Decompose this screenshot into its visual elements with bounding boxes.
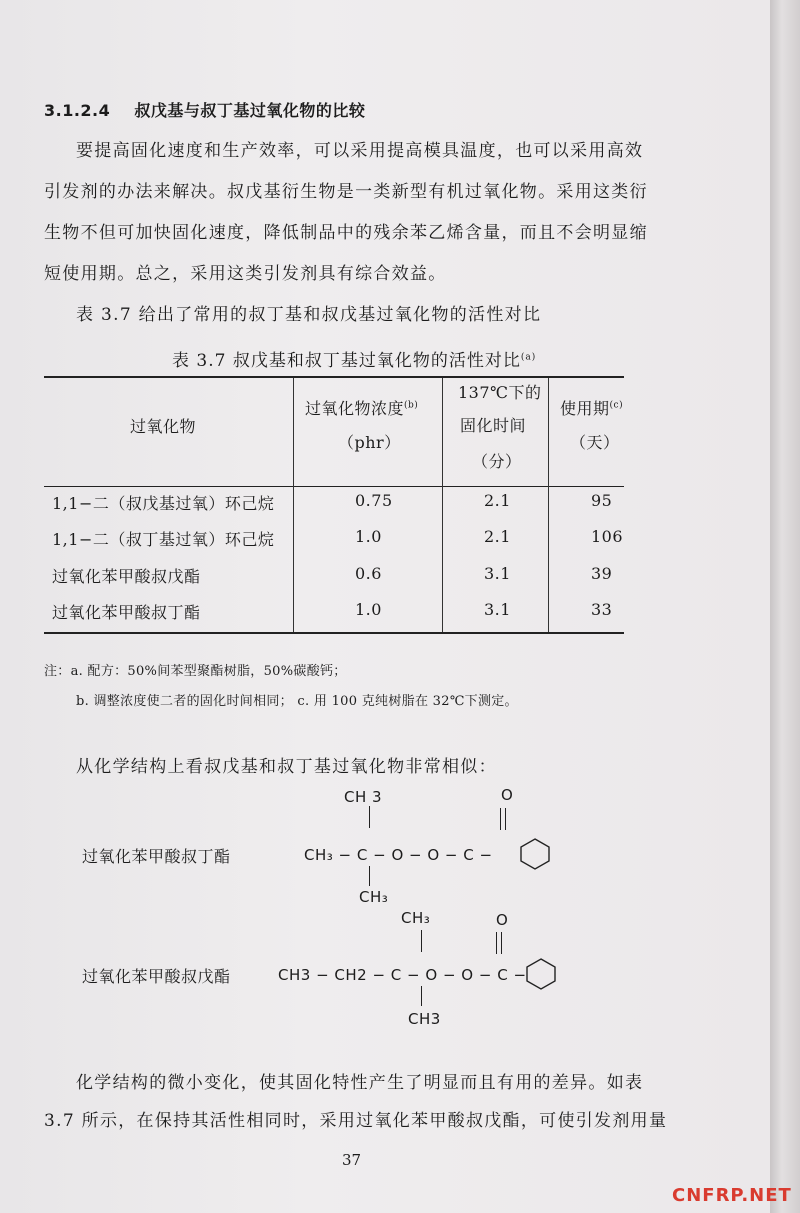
header-concentration	[305, 396, 418, 419]
table-row-3-name: 过氧化苯甲酸叔戊酯	[52, 567, 201, 586]
s2-chain: CH3 − CH2 − C − O − O − C −	[278, 966, 527, 984]
s2-double-bond-a	[496, 932, 497, 954]
para1-line4: 短使用期。总之，采用这类引发剂具有综合效益。	[44, 264, 447, 284]
table-row-3-life: 39	[591, 564, 613, 583]
table-caption	[172, 346, 536, 371]
table-row-4-conc: 1.0	[355, 600, 382, 619]
s1-carbonyl-o: O	[501, 786, 514, 804]
table-bottom-rule	[44, 632, 624, 634]
table-row-1-name: 1,1−二（叔戊基过氧）环己烷	[52, 494, 275, 513]
page-number: 37	[342, 1151, 362, 1169]
table-row-4-time: 3.1	[484, 600, 511, 619]
page-edge	[770, 0, 800, 1213]
header-potlife-sup: (c)	[609, 400, 624, 411]
s2-double-bond-b	[501, 932, 502, 954]
table-divider-2	[442, 378, 443, 632]
table-row-4-name: 过氧化苯甲酸叔丁酯	[52, 603, 201, 622]
s2-bottom-methyl: CH3	[408, 1010, 441, 1028]
table-row-2-conc: 1.0	[355, 527, 382, 546]
para3: 从化学结构上看叔戊基和叔丁基过氧化物非常相似：	[76, 757, 497, 777]
table-row-1-time: 2.1	[484, 491, 511, 510]
header-potlife-text: 使用期	[560, 399, 610, 418]
table-caption-text: 表 3.7 叔戊基和叔丁基过氧化物的活性对比	[172, 351, 521, 371]
table-row-3-time: 3.1	[484, 564, 511, 583]
para1-line1: 要提高固化速度和生产效率，可以采用提高模具温度，也可以采用高效	[76, 141, 644, 161]
header-curetime-l1: 137℃下的	[458, 383, 542, 402]
para4-line1: 化学结构的微小变化，使其固化特性产生了明显而且有用的差异。如表	[76, 1073, 644, 1093]
para1-line2: 引发剂的办法来解决。叔戊基衍生物是一类新型有机过氧化物。采用这类衍	[44, 182, 648, 202]
s1-double-bond-b	[505, 808, 506, 830]
header-potlife-unit: （天）	[570, 433, 620, 452]
s1-benzene-ring-icon	[518, 837, 552, 871]
section-heading	[44, 98, 365, 121]
s1-bottom-bond	[369, 866, 370, 886]
s1-chain: CH₃ − C − O − O − C −	[304, 846, 493, 864]
table-top-rule	[44, 376, 624, 378]
para1-line3: 生物不但可加快固化速度，降低制品中的残余苯乙烯含量，而且不会明显缩	[44, 223, 648, 243]
header-curetime-l3: （分）	[472, 452, 522, 471]
table-header-rule	[44, 486, 624, 487]
s2-benzene-ring-icon	[524, 957, 558, 991]
section-title: 叔戊基与叔丁基过氧化物的比较	[134, 101, 366, 120]
header-concentration-sup: (b)	[404, 400, 419, 411]
section-number: 3.1.2.4	[44, 101, 111, 120]
table-row-2-life: 106	[591, 527, 624, 546]
para2: 表 3.7 给出了常用的叔丁基和叔戊基过氧化物的活性对比	[76, 305, 542, 325]
table-row-3-conc: 0.6	[355, 564, 382, 583]
table-divider-3	[548, 378, 549, 632]
s1-label: 过氧化苯甲酸叔丁酯	[82, 847, 231, 866]
s2-bottom-bond	[421, 986, 422, 1006]
header-concentration-text: 过氧化物浓度	[305, 399, 405, 418]
s2-top-bond	[421, 930, 422, 952]
table-note-1: 注：a. 配方：50%间苯型聚酯树脂，50%碳酸钙；	[44, 664, 347, 679]
site-watermark: CNFRP.NET	[672, 1185, 792, 1206]
s1-top-methyl: CH 3	[344, 788, 383, 806]
s2-top-methyl: CH₃	[401, 909, 431, 927]
header-concentration-unit: （phr）	[338, 433, 401, 452]
table-caption-sup: (a)	[520, 352, 537, 363]
para4-line2: 3.7 所示，在保持其活性相同时，采用过氧化苯甲酸叔戊酯，可使引发剂用量	[44, 1111, 668, 1131]
table-row-1-conc: 0.75	[355, 491, 393, 510]
s1-double-bond-a	[500, 808, 501, 830]
s2-carbonyl-o: O	[496, 911, 509, 929]
header-potlife	[560, 396, 623, 419]
s2-label: 过氧化苯甲酸叔戊酯	[82, 967, 231, 986]
table-row-4-life: 33	[591, 600, 613, 619]
table-row-1-life: 95	[591, 491, 613, 510]
table-row-2-time: 2.1	[484, 527, 511, 546]
s1-bottom-methyl: CH₃	[359, 888, 389, 906]
header-peroxide: 过氧化物	[130, 417, 197, 436]
header-curetime-l2: 固化时间	[460, 416, 527, 435]
table-divider-1	[293, 378, 294, 632]
s1-top-bond	[369, 806, 370, 828]
table-note-2: b. 调整浓度使二者的固化时间相同； c. 用 100 克纯树脂在 32℃下测定。	[76, 694, 518, 709]
table-row-2-name: 1,1−二（叔丁基过氧）环己烷	[52, 530, 275, 549]
